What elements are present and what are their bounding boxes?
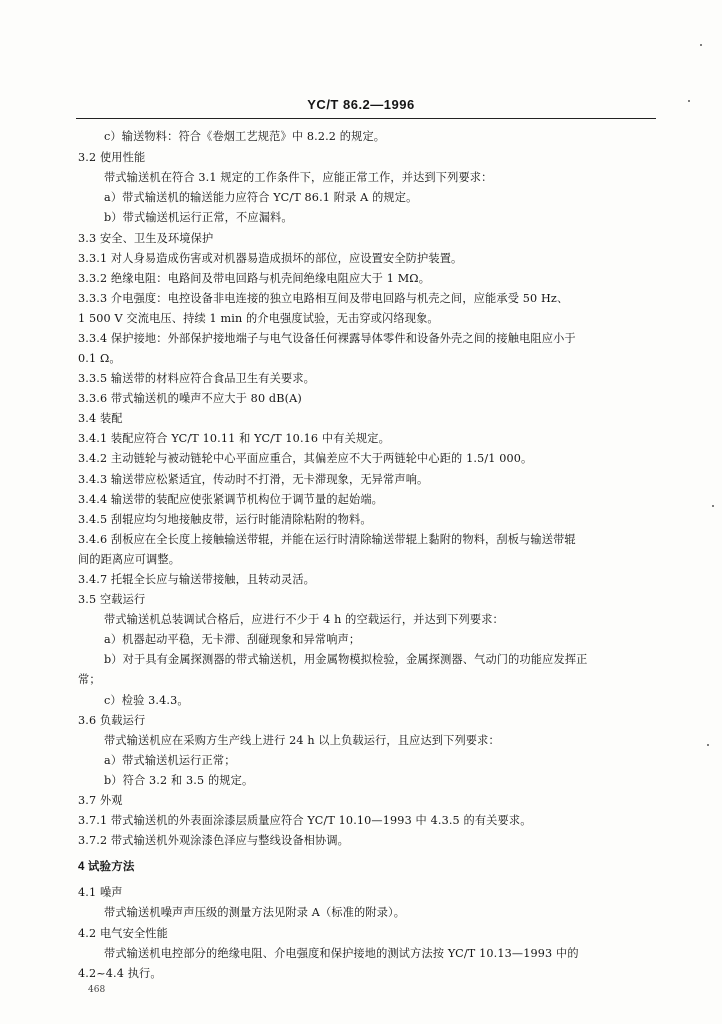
section-heading: 3.6 负载运行 xyxy=(78,714,146,727)
text-line: b）对于具有金属探测器的带式输送机，用金属物模拟检验，金属探测器、气动门的功能应发挥正 xyxy=(104,653,588,666)
text-line: 3.3.5 输送带的材料应符合食品卫生有关要求。 xyxy=(78,372,315,385)
text-line: a）带式输送机的输送能力应符合 YC/T 86.1 附录 A 的规定。 xyxy=(104,191,418,204)
text-line: 3.3.1 对人身易造成伤害或对机器易造成损坏的部位，应设置安全防护装置。 xyxy=(78,252,463,265)
text-line: a）机器起动平稳，无卡滞、刮碰现象和异常响声； xyxy=(104,633,361,646)
text-line: 3.4.2 主动链轮与被动链轮中心平面应重合，其偏差应不大于两链轮中心距的 1.5/1 000。 xyxy=(78,452,533,465)
text-line: 3.3.6 带式输送机的噪声不应大于 80 dB(A) xyxy=(78,392,302,405)
text-line: 3.7.1 带式输送机的外表面涂漆层质量应符合 YC/T 10.10—1993 中 4.3.5 的有关要求。 xyxy=(78,814,532,827)
section-heading: 4.2 电气安全性能 xyxy=(78,927,168,940)
text-line: c）检验 3.4.3。 xyxy=(104,694,189,707)
scan-speck xyxy=(688,100,690,102)
text-line: c）输送物料：符合《卷烟工艺规范》中 8.2.2 的规定。 xyxy=(104,130,386,143)
text-line: 3.4.5 刮辊应均匀地接触皮带，运行时能清除粘附的物料。 xyxy=(78,513,372,526)
text-line: 带式输送机在符合 3.1 规定的工作条件下，应能正常工作，并达到下列要求： xyxy=(104,171,493,184)
text-line: 带式输送机应在采购方生产线上进行 24 h 以上负载运行，且应达到下列要求： xyxy=(104,734,500,747)
text-line: 3.4.4 输送带的装配应使张紧调节机构位于调节量的起始端。 xyxy=(78,493,384,506)
section-heading: 3.5 空载运行 xyxy=(78,593,146,606)
text-line: 带式输送机噪声声压级的测量方法见附录 A（标准的附录）。 xyxy=(104,906,406,919)
text-line: 3.3.3 介电强度：电控设备非电连接的独立电路相互间及带电回路与机壳之间，应能承受 50 Hz、 xyxy=(78,292,569,305)
text-line: 1 500 V 交流电压、持续 1 min 的介电强度试验，无击穿或闪络现象。 xyxy=(78,312,439,325)
text-line: 间的距离应可调整。 xyxy=(78,553,181,566)
section-heading: 3.7 外观 xyxy=(78,794,123,807)
text-line: b）带式输送机运行正常，不应漏料。 xyxy=(104,211,293,224)
text-line: b）符合 3.2 和 3.5 的规定。 xyxy=(104,774,254,787)
page-header: YC/T 86.2—1996 xyxy=(307,97,415,112)
text-line: a）带式输送机运行正常； xyxy=(104,754,236,767)
text-line: 常； xyxy=(78,673,101,686)
text-line: 3.3.4 保护接地：外部保护接地端子与电气设备任何裸露导体零件和设备外壳之间的接触电阻应小于 xyxy=(78,332,576,345)
text-line: 0.1 Ω。 xyxy=(78,352,121,365)
section-heading: 3.2 使用性能 xyxy=(78,151,146,164)
scan-speck xyxy=(707,744,709,746)
text-line: 3.4.1 装配应符合 YC/T 10.11 和 YC/T 10.16 中有关规定。 xyxy=(78,432,390,445)
text-line: 3.4.6 刮板应在全长度上接触输送带辊，并能在运行时清除输送带辊上黏附的物料，刮板与输送带辊 xyxy=(78,533,576,546)
scan-speck xyxy=(712,505,714,507)
text-line: 带式输送机总装调试合格后，应进行不少于 4 h 的空载运行，并达到下列要求： xyxy=(104,613,504,626)
header-rule xyxy=(76,118,656,119)
text-line: 3.4.7 托辊全长应与输送带接触，且转动灵活。 xyxy=(78,573,315,586)
text-line: 3.4.3 输送带应松紧适宜，传动时不打滑，无卡滞现象，无异常声响。 xyxy=(78,473,429,486)
text-line: 带式输送机电控部分的绝缘电阻、介电强度和保护接地的测试方法按 YC/T 10.13—1993 中的 xyxy=(104,947,579,960)
scan-speck xyxy=(700,44,702,46)
page-number: 468 xyxy=(88,985,106,995)
section-heading: 3.3 安全、卫生及环境保护 xyxy=(78,232,214,245)
section-heading: 4.1 噪声 xyxy=(78,886,123,899)
text-line: 4.2~4.4 执行。 xyxy=(78,967,162,980)
text-line: 3.7.2 带式输送机外观涂漆色泽应与整线设备相协调。 xyxy=(78,834,350,847)
chapter-heading: 4 试验方法 xyxy=(78,861,135,873)
text-line: 3.3.2 绝缘电阻：电路间及带电回路与机壳间绝缘电阻应大于 1 MΩ。 xyxy=(78,272,431,285)
section-heading: 3.4 装配 xyxy=(78,412,123,425)
